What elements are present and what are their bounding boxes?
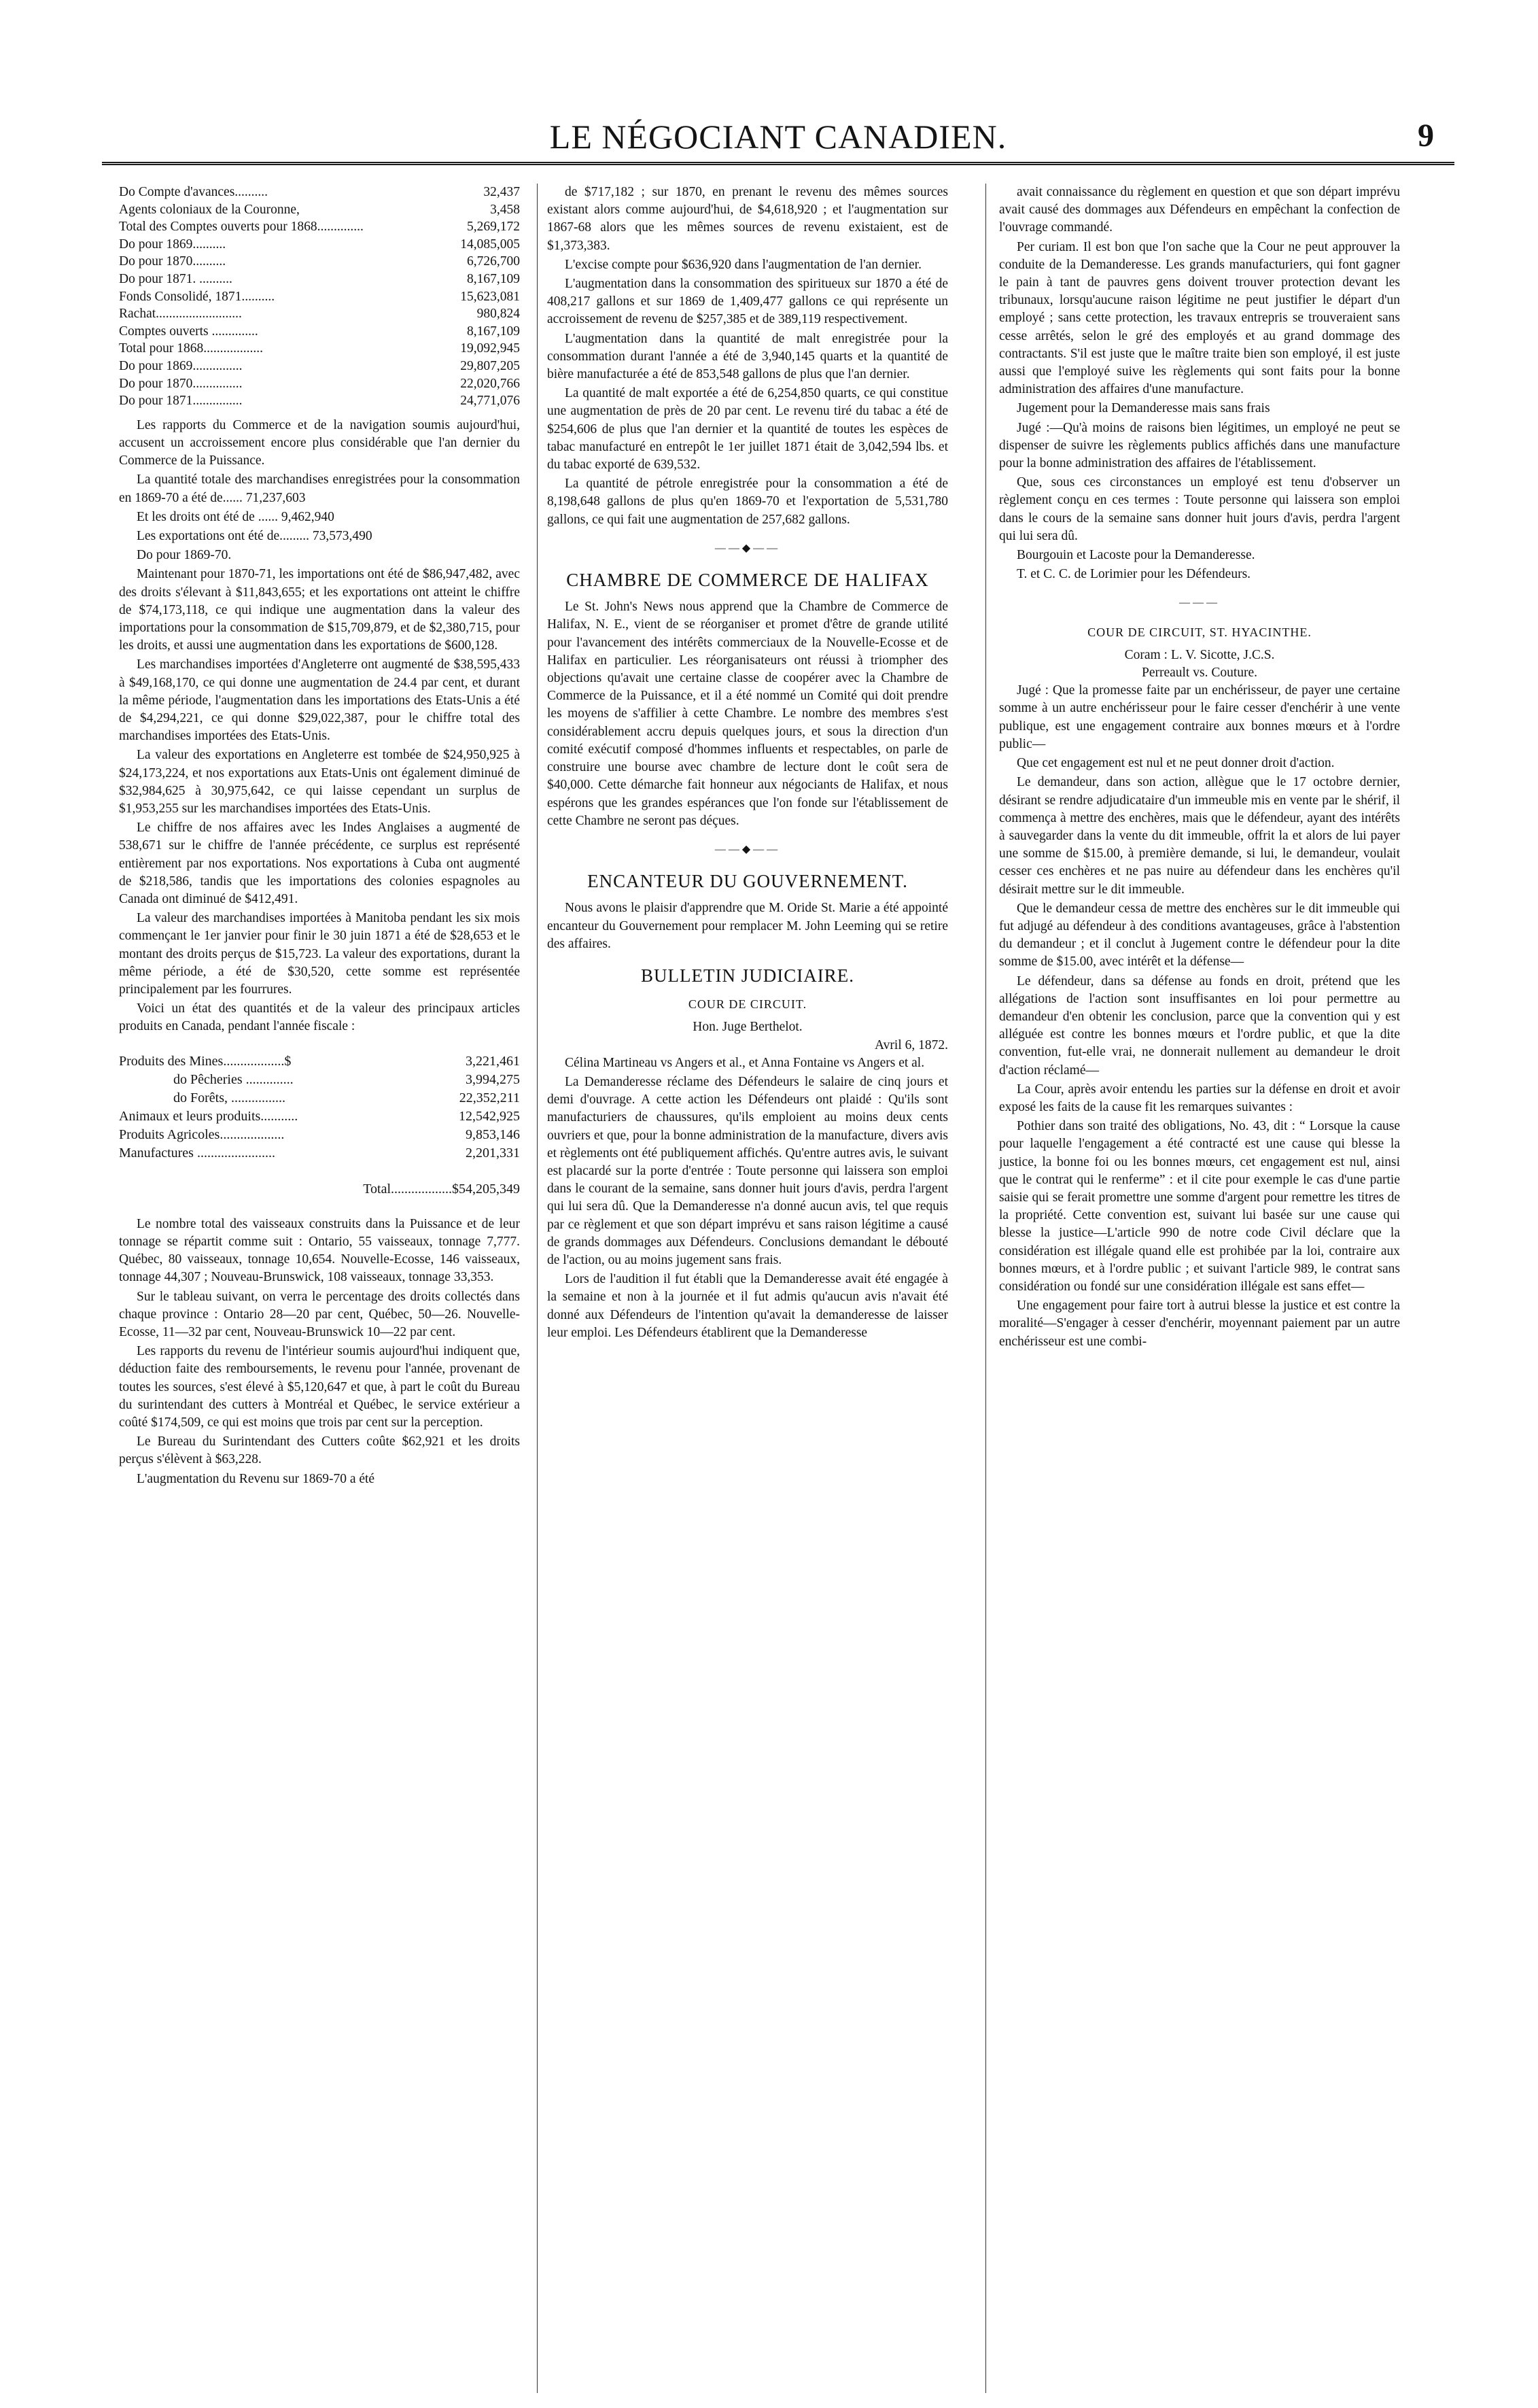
product-row-label: do Pêcheries ..............: [173, 1071, 294, 1087]
paragraph: La quantité de pétrole enregistrée pour la consommation a été de 8,198,648 gallons de plus qu'en 1869-70 et l'exportation de 5,531,780 gallons, ce qui fait une augmentation de 257,682 gallons.: [547, 477, 948, 527]
paragraph: La Demanderesse réclame des Défendeurs le salaire de cinq jours et demi d'ouvrage. A cette action les Défendeurs ont plaidé : Qu'ils sont manufacturiers de chaussures, qu'ils emploient au moins deux cents ouvriers et que, pour la bonne administration de la manufacture, divers avis et règlements ont été publiquement affichés. Qu'entre autres avis, le suivant est placardé sur la porte d'entrée : Toute personne qui laissera son emploi dans le courant de la semaine, sans donner huit jours d'avis, perdra l'argent qui lui sera dû. Que la Demanderesse n'a donné aucun avis, tel que requis par ce règlement et que son départ imprévu et sans raison légitime a causé de grands dommages aux Défendeurs. Conclusions demandant le débouté de l'action, ou au moins jugement sans frais.: [547, 1074, 948, 1267]
paragraph: Maintenant pour 1870-71, les importations ont été de $86,947,482, avec des droits s'élevant à $11,843,655; et les exportations ont atteint le chiffre de $74,173,118, ce qui indique une augmentation dans la valeur des importations pour la consommation de $15,709,879, et de $2,380,715, pour les droits, et aussi une augmentation dans les exportations de $600,128.: [119, 567, 520, 653]
masthead: [102, 117, 1454, 159]
ledger-row: [119, 218, 520, 236]
halifax-article: [547, 598, 948, 830]
ledger-row-value: 8,167,109: [467, 271, 520, 286]
product-row-value: 3,221,461: [466, 1053, 520, 1069]
paragraph: Le chiffre de nos affaires avec les Indes Anglaises a augmenté de 538,671 sur le chiffre de l'année précédente, ce surplus est représenté entièrement par nos exportations. Nos exportations à Cuba ont augmenté de $218,586, tandis que les importations des colonies espagnoles au Canada ont diminué de $412,491.: [119, 821, 520, 906]
ledger-row-value: 24,771,076: [460, 394, 520, 409]
paragraph: Sur le tableau suivant, on verra le percentage des droits collectés dans chaque province : Ontario 28—20 par cent, Québec, 50—26. Nouvelle-Ecosse, 11—32 par cent, Nouveau-Brunswick 10—22 par cent.: [119, 1289, 520, 1340]
signature-line: Bourgouin et Lacoste pour la Demanderesse.: [1017, 548, 1255, 563]
ledger-row-value: 6,726,700: [467, 254, 520, 269]
ledger-row-label: Do Compte d'avances..........: [119, 185, 268, 199]
paragraph: de $717,182 ; sur 1870, en prenant le revenu des mêmes sources existant alors comme aujourd'hui, de $4,618,920 ; et l'augmentation sur 1867-68 alors que les mêmes sources de revenu existaient, est de $1,373,383.: [547, 185, 948, 253]
paragraph: L'excise compte pour $636,920 dans l'augmentation de l'an dernier.: [565, 257, 922, 272]
paragraph: L'augmentation dans la consommation des spiritueux sur 1870 a été de 408,217 gallons et sur 1869 de 1,409,477 gallons ce qui représente un accroissement de revenu de $257,385 et de 389,119 respectivement.: [547, 277, 948, 327]
ledger-row: [119, 392, 520, 410]
signature-line: T. et C. C. de Lorimier pour les Défendeurs.: [1017, 567, 1251, 582]
ledger-row-label: Do pour 1869..........: [119, 237, 226, 252]
revenue-report-text: [119, 1216, 520, 1488]
column-divider: [985, 184, 986, 2393]
trade-report-text: [119, 417, 520, 1036]
column-divider: [537, 184, 538, 2393]
paragraph: Lors de l'audition il fut établi que la Demanderesse avait été engagée à la semaine et non à la journée et il fut admis qu'aucun avis n'avait été donné aux Défendeurs de l'intention qu'avait la demanderesse de laisser leur emploi. Les Défendeurs établirent que la Demanderesse: [547, 1272, 948, 1340]
encanteur-heading: ENCANTEUR DU GOUVERNEMENT.: [587, 871, 908, 892]
ledger-row-value: 5,269,172: [467, 220, 520, 235]
ledger-row: [119, 305, 520, 323]
paragraph: La Cour, après avoir entendu les parties sur la défense en droit et avoir exposé les faits de la cause fit les remarques suivantes :: [999, 1082, 1400, 1114]
product-row-value: 3,994,275: [466, 1071, 520, 1087]
paragraph: Les rapports du revenu de l'intérieur soumis aujourd'hui indiquent que, déduction faite des remboursements, le revenu pour l'année, provenant de toutes les sources, s'est élevé à $5,120,647 et que, à part le coût du Bureau du surintendant des cutters à Montréal et Québec, le service extérieur a coûté $174,509, ce qui est moins que trois par cent sur la perception.: [119, 1344, 520, 1430]
ledger-row-label: Do pour 1870...............: [119, 376, 243, 391]
paragraph: Le Bureau du Surintendant des Cutters coûte $62,921 et les droits perçus s'élèvent à $63,228.: [119, 1434, 520, 1467]
paragraph: Do pour 1869-70.: [137, 548, 232, 563]
ledger-row-label: Total pour 1868..................: [119, 341, 264, 356]
ledger-row-label: Do pour 1871. ..........: [119, 271, 232, 286]
product-row: [119, 1107, 520, 1126]
ledger-row: [119, 340, 520, 358]
case-text: [547, 1073, 948, 1342]
paragraph: La valeur des exportations en Angleterre est tombée de $24,950,925 à $24,173,224, et nos exportations aux Etats-Unis ont également diminué de $32,984,625 à 30,975,642, ce qui laisse cependant un surplus de $1,953,255 sur les marchandises importées des Etats-Unis.: [119, 748, 520, 816]
section-ornament: ——◆——: [714, 542, 781, 554]
ledger-row: [119, 375, 520, 393]
encanteur-article: [547, 899, 948, 953]
ledger-row: [119, 288, 520, 306]
court-name-2: COUR DE CIRCUIT, ST. HYACINTHE.: [1087, 625, 1312, 639]
paragraph: Le défendeur, dans sa défense au fonds en droit, prétend que les allégations de l'action sont insuffisantes en loi pour permettre au demandeur d'en obtenir les conclusion, parce que la convention qui y est alléguée est contre les bonnes mœurs et l'ordre public, et que la dite convention, fut-elle vrai, ne donnerait nullement au demandeur le droit d'action réclamé—: [999, 974, 1400, 1078]
product-row: [119, 1052, 520, 1071]
ledger-row-value: 22,020,766: [460, 376, 520, 391]
halifax-heading: CHAMBRE DE COMMERCE DE HALIFAX: [566, 570, 929, 591]
excise-report-text: [547, 184, 948, 529]
judgment-date: Avril 6, 1872.: [875, 1037, 948, 1052]
section-ornament: ——◆——: [714, 843, 781, 855]
paragraph: Jugé :—Qu'à moins de raisons bien légitimes, un employé ne peut se dispenser de suivre les règlements publics affichés dans une manufacture pour la bonne administration des affaires de l'établissement.: [999, 420, 1400, 471]
product-row-value: 9,853,146: [466, 1126, 520, 1142]
accounts-ledger: [119, 184, 520, 410]
judgment-text: [999, 184, 1400, 545]
paragraph: Jugé : Que la promesse faite par un enchérisseur, de payer une certaine somme à un autre enchérisseur pour le faire cesser d'enchérir à une vente publique, est une engagement contraire aux bonnes mœurs et à l'ordre public—: [999, 683, 1400, 751]
column-3: [999, 184, 1400, 1352]
ledger-row-value: 980,824: [476, 307, 520, 322]
newspaper-title: LE NÉGOCIANT CANADIEN.: [549, 118, 1007, 156]
ledger-row: [119, 271, 520, 288]
ledger-row-label: Total des Comptes ouverts pour 1868..............: [119, 220, 364, 235]
paragraph: L'augmentation du Revenu sur 1869-70 a été: [137, 1471, 375, 1486]
product-row: [119, 1089, 520, 1107]
product-row-label: Produits Agricoles...................: [119, 1126, 285, 1142]
paragraph: La quantité totale des marchandises enregistrées pour la consommation en 1869-70 a été de...... 71,237,603: [119, 472, 520, 505]
ledger-row-value: 19,092,945: [460, 341, 520, 356]
product-row-value: 2,201,331: [466, 1145, 520, 1160]
paragraph: Pothier dans son traité des obligations, No. 43, dit : “ Lorsque la cause pour laquelle l'engagement a été contracté est une cause qui blesse la justice, la bonne foi ou les bonnes mœurs, cet engagement est nul, ainsi que le contrat qui le renferme” : et il cite pour exemple le cas d'une partie saisie qui se ferait promettre une somme d'argent pour remettre les titres de la propriété. Cette convention est, suivant lui basée sur une cause qui blesse la justice—L'article 990 de notre code Civil déclare que la considération est illégale quand elle est prohibée par la loi, contraire aux bonnes mœurs, et à l'ordre public ; et suivant l'article 989, le contrat sans considération ou fondé sur une considération illégale est sans effet—: [999, 1119, 1400, 1294]
product-row-label: do Forêts, ................: [173, 1090, 285, 1105]
paragraph: Les marchandises importées d'Angleterre ont augmenté de $38,595,433 à $49,168,170, ce qui donne une augmentation de 24.4 par cent, et durant la même période, l'augmentation dans les importations des Etats-Unis a été de $4,294,221, ce qui donne $29,022,387, pour le chiffre total des marchandises importées des Etats-Unis.: [119, 657, 520, 744]
paragraph: Les exportations ont été de......... 73,573,490: [137, 528, 372, 543]
case-parties: Célina Martineau vs Angers et al., et Anna Fontaine vs Angers et al.: [565, 1055, 925, 1070]
paragraph: Le demandeur, dans son action, allègue que le 17 octobre dernier, désirant se rendre adjudicataire d'un immeuble mis en vente par le shérif, il commença à mettre des enchères, mais que le défendeur, ayant des intérêts à sauvegarder dans la vente du dit immeuble, offrit la et alors de lui payer une somme de $15.00, à première demande, si lui, le demandeur, voulait cesser ces enchères et ne pas nuire au défendeur dans les enchères qu'il désirait mettre sur le dit immeuble.: [999, 775, 1400, 897]
bulletin-heading: BULLETIN JUDICIAIRE.: [641, 965, 854, 986]
ledger-row-label: Comptes ouverts ..............: [119, 324, 258, 339]
ledger-row-label: Agents coloniaux de la Couronne,: [119, 202, 300, 217]
products-total: Total..................$54,205,349: [363, 1181, 520, 1197]
paragraph: Per curiam. Il est bon que l'on sache que la Cour ne peut approuver la conduite de la Demanderesse. Les grands manufacturiers, qui font gagner le pain à tant de pauvres gens doivent trouver protection devant les tribunaux, lorsqu'aucune raison légitime ne peut justifier le départ d'un employé ; sans cette protection, les travaux entrepris se trouveraient sans cesse arrêtés, selon le gré des employés et au grand dommage des contractants. S'il est juste que le maître traite bien son employé, il est juste aussi que l'employé suive les règlements qui sont faits pour la bonne administration des affaires d'une manufacture.: [999, 239, 1400, 397]
paragraph: avait connaissance du règlement en question et que son départ imprévu avait causé des dommages aux Défendeurs en empêchant la confection de l'ouvrage commandé.: [999, 185, 1400, 235]
paragraph: Le nombre total des vaisseaux construits dans la Puissance et de leur tonnage se répartit comme suit : Ontario, 55 vaisseaux, tonnage 7,777. Québec, 80 vaisseaux, tonnage 10,654. Nouvelle-Ecosse, 146 vaisseaux, tonnage 44,307 ; Nouveau-Brunswick, 108 vaisseaux, tonnage 33,353.: [119, 1216, 520, 1285]
header-rule: [102, 162, 1454, 165]
paragraph: Les rapports du Commerce et de la navigation soumis aujourd'hui, accusent un accroissement encore plus considérable que l'an dernier du Commerce de la Puissance.: [119, 417, 520, 468]
column-1: [119, 184, 520, 1490]
product-row: [119, 1071, 520, 1089]
paragraph: Et les droits ont été de ...... 9,462,940: [137, 509, 334, 524]
product-row-value: 12,542,925: [459, 1108, 520, 1124]
ledger-row-value: 29,807,205: [460, 358, 520, 373]
paragraph: Voici un état des quantités et de la valeur des principaux articles produits en Canada, pendant l'année fiscale :: [119, 1001, 520, 1034]
paragraph: Que le demandeur cessa de mettre des enchères sur le dit immeuble qui fut adjugé au défendeur à des conditions avantageuses, grâce à l'abstention du demandeur ; et il conclut à Jugement contre le défendeur pour la dite somme de $15.00, avec intérêt et la défense—: [999, 901, 1400, 969]
product-row-label: Animaux et leurs produits...........: [119, 1108, 298, 1124]
paragraph: Que cet engagement est nul et ne peut donner droit d'action.: [1017, 756, 1335, 771]
ledger-row: [119, 201, 520, 219]
column-2: [547, 184, 948, 1343]
ledger-row-value: 8,167,109: [467, 324, 520, 339]
judge-name: Hon. Juge Berthelot.: [693, 1020, 803, 1035]
product-row: [119, 1126, 520, 1144]
product-row-label: Produits des Mines..................$: [119, 1053, 292, 1069]
ledger-row-label: Do pour 1871...............: [119, 394, 243, 409]
paragraph: La quantité de malt exportée a été de 6,254,850 quarts, ce qui constitue une augmentation de près de 20 par cent. Le revenu tiré du tabac a été de $254,606 de plus que l'an dernier et la quantité de toutes les espèces de tabac manufacturé en entrepôt le 1er juillet 1871 était de 3,042,594 lbs. et du tabac exporté de 639,532.: [547, 386, 948, 472]
ledger-row-value: 32,437: [483, 185, 520, 199]
ledger-row-value: 3,458: [490, 202, 520, 217]
ledger-row-label: Rachat..........................: [119, 307, 242, 322]
product-row: [119, 1144, 520, 1163]
ledger-row: [119, 184, 520, 201]
ledger-row-label: Fonds Consolidé, 1871..........: [119, 289, 275, 304]
paragraph: Jugement pour la Demanderesse mais sans frais: [1017, 401, 1270, 416]
paragraph: Le St. John's News nous apprend que la Chambre de Commerce de Halifax, N. E., vient de se réorganiser et promet d'être de grande utilité pour l'avancement des intérêts commerciaux de la Nouvelle-Ecosse et de Halifax en particulier. Les réorganisateurs ont réussi à triompher des objections qu'avait une certaine classe de coopérer avec la Chambre de Commerce de la Puissance, et il a été nommé un Comité qui doit prendre les moyens de s'affilier à cette Chambre. Le nombre des membres s'est considérablement accru depuis quelques jours, et sous la direction d'un comité exécutif composé d'hommes influents et respectables, on parle de construire une bourse avec chambre de lecture dont le coût sera de $40,000. Cette démarche fait honneur aux négociants de Halifax, et nous espérons que les grandes espérances que l'on fonde sur l'établissement de cette Chambre ne seront pas déçues.: [547, 600, 948, 828]
ledger-row-label: Do pour 1869...............: [119, 358, 243, 373]
product-row-value: 22,352,211: [459, 1090, 520, 1105]
section-ornament: ———: [1179, 597, 1220, 609]
ledger-row: [119, 358, 520, 375]
ledger-row: [119, 323, 520, 341]
ledger-row-value: 15,623,081: [460, 289, 520, 304]
court-name: COUR DE CIRCUIT.: [688, 997, 807, 1012]
case-name-2: Perreault vs. Couture.: [1141, 666, 1258, 681]
ledger-row-value: 14,085,005: [460, 237, 520, 252]
paragraph: Que, sous ces circonstances un employé est tenu d'observer un règlement conçu en ces termes : Toute personne qui laissera son emploi dans le cours de la semaine sans donner huit jours d'avis, perdra l'argent qui lui sera dû.: [999, 475, 1400, 543]
product-row-label: Manufactures .......................: [119, 1145, 275, 1160]
ledger-row: [119, 236, 520, 254]
paragraph: L'augmentation dans la quantité de malt enregistrée pour la consommation durant l'année a été de 3,940,145 quarts et la quantité de bière manufacturée a été de 853,548 gallons de plus que l'an dernier.: [547, 331, 948, 382]
ledger-row: [119, 253, 520, 271]
case-2-text: [999, 682, 1400, 1351]
paragraph: Nous avons le plaisir d'apprendre que M. Oride St. Marie a été appointé encanteur du Gouvernement pour remplacer M. John Leeming qui se retire des affaires.: [547, 901, 948, 951]
ledger-row-label: Do pour 1870..........: [119, 254, 226, 269]
counsel-signatures: [999, 547, 1400, 583]
page-number: 9: [1418, 118, 1434, 154]
paragraph: Une engagement pour faire tort à autrui blesse la justice et est contre la moralité—S'engager à cesser d'enchérir, moyennant paiement par un autre enchérisseur est une combi-: [999, 1298, 1400, 1349]
products-table: [119, 1052, 520, 1163]
coram: Coram : L. V. Sicotte, J.C.S.: [1124, 647, 1275, 662]
paragraph: La valeur des marchandises importées à Manitoba pendant les six mois commençant le 1er janvier pour finir le 30 juin 1871 a été de $28,653 et le montant des droits perçus de $15,723. La valeur des exportations, durant la même période, a été de $30,520, cette somme est représentée principalement par les fourrures.: [119, 911, 520, 997]
